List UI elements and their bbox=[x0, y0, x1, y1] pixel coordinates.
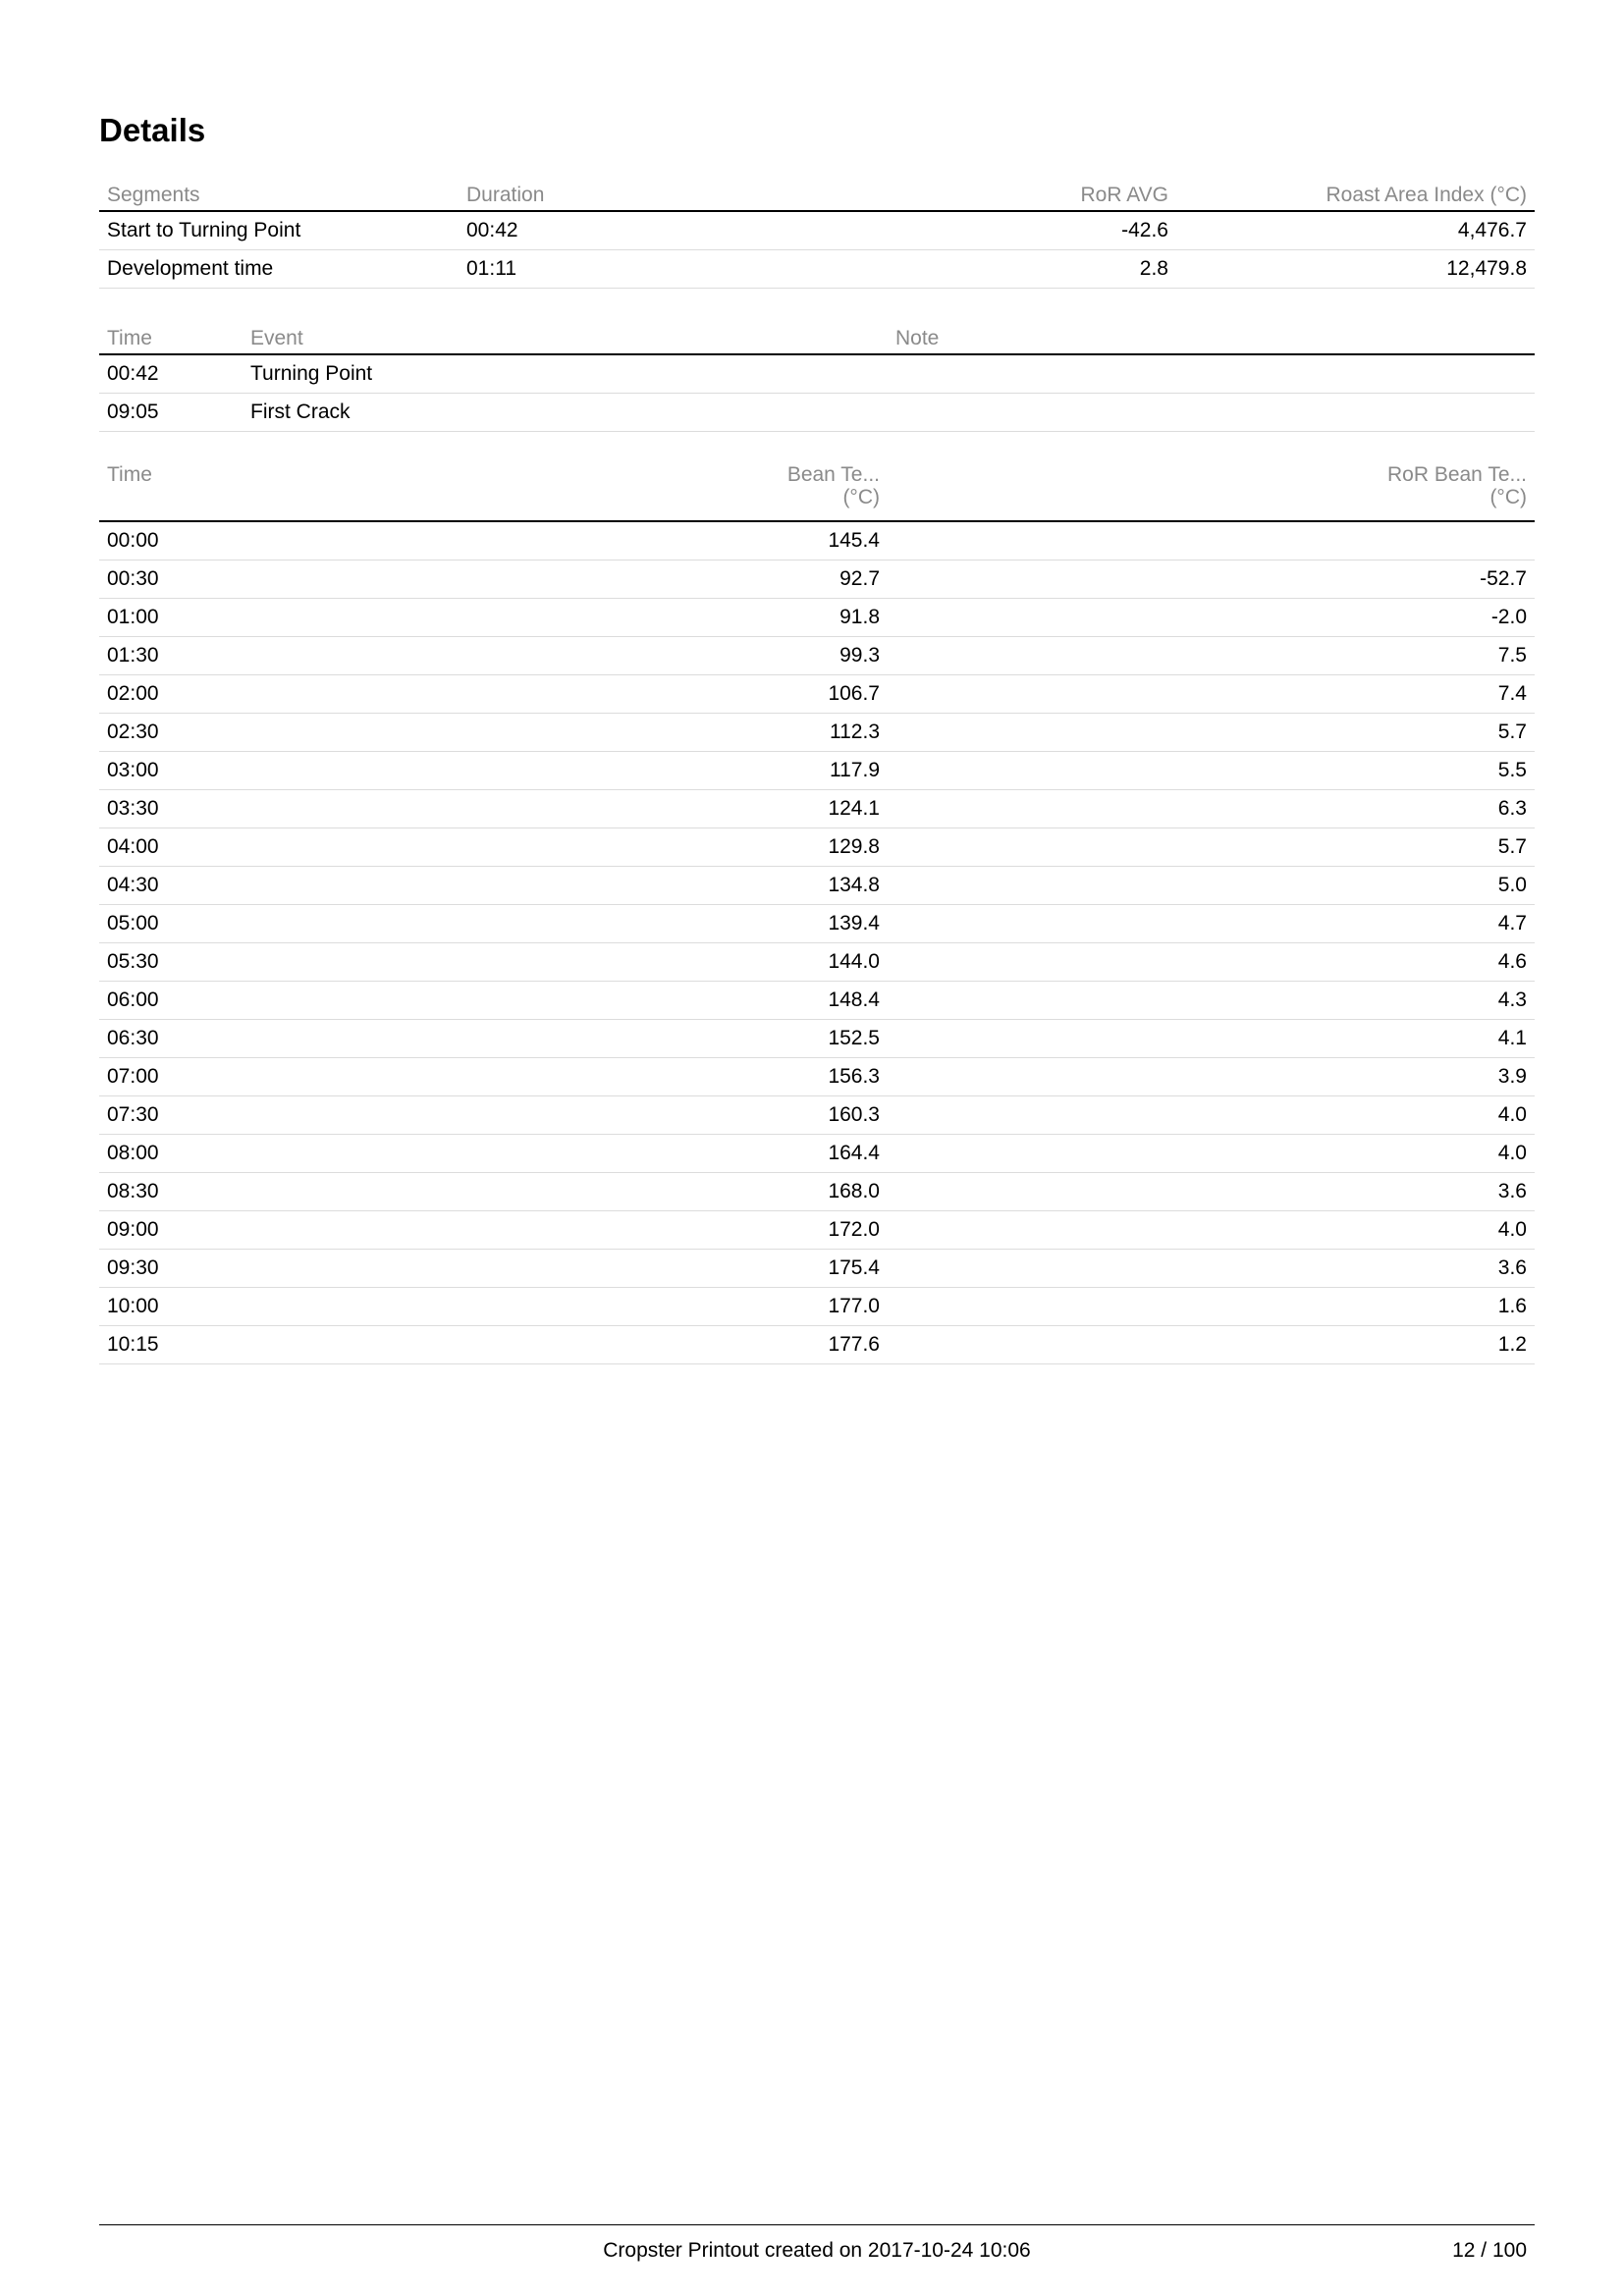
segment-row bbox=[99, 211, 1535, 250]
page-title: Details bbox=[99, 112, 206, 148]
temperature-table-body bbox=[99, 521, 1535, 1364]
temp-time: 04:00 bbox=[99, 828, 243, 867]
ror-bean-temp-header-unit: (°C) bbox=[1489, 486, 1527, 508]
ror-value: 3.6 bbox=[888, 1173, 1535, 1211]
temperature-row bbox=[99, 1058, 1535, 1096]
temperature-row bbox=[99, 943, 1535, 982]
bean-temp-value: 124.1 bbox=[243, 790, 888, 828]
temp-time: 08:00 bbox=[99, 1135, 243, 1173]
event-note bbox=[888, 394, 1535, 432]
ror-value: 4.0 bbox=[888, 1135, 1535, 1173]
event-name: Turning Point bbox=[243, 354, 888, 394]
ror-value: 4.0 bbox=[888, 1211, 1535, 1250]
temperature-row bbox=[99, 1326, 1535, 1364]
bean-temp-value: 177.6 bbox=[243, 1326, 888, 1364]
temperature-row bbox=[99, 637, 1535, 675]
ror-value bbox=[888, 521, 1535, 561]
bean-temp-value: 117.9 bbox=[243, 752, 888, 790]
bean-temp-header-unit: (°C) bbox=[842, 486, 880, 508]
ror-value: 1.6 bbox=[888, 1288, 1535, 1326]
segment-ror-avg: -42.6 bbox=[818, 211, 1176, 250]
footer-divider bbox=[99, 2224, 1535, 2225]
roast-area-index-header: Roast Area Index (°C) bbox=[1176, 179, 1535, 211]
temperature-row bbox=[99, 905, 1535, 943]
ror-value: 7.5 bbox=[888, 637, 1535, 675]
ror-value: 6.3 bbox=[888, 790, 1535, 828]
bean-temp-value: 129.8 bbox=[243, 828, 888, 867]
temp-time: 06:30 bbox=[99, 1020, 243, 1058]
temp-time: 01:30 bbox=[99, 637, 243, 675]
bean-temp-value: 112.3 bbox=[243, 714, 888, 752]
bean-temp-value: 177.0 bbox=[243, 1288, 888, 1326]
temperature-row bbox=[99, 1288, 1535, 1326]
bean-temp-value: 134.8 bbox=[243, 867, 888, 905]
ror-value: 1.2 bbox=[888, 1326, 1535, 1364]
duration-header: Duration bbox=[459, 179, 818, 211]
ror-value: 4.1 bbox=[888, 1020, 1535, 1058]
ror-value: 5.7 bbox=[888, 714, 1535, 752]
temperature-row bbox=[99, 752, 1535, 790]
ror-value: 7.4 bbox=[888, 675, 1535, 714]
segments-header: Segments bbox=[99, 179, 459, 211]
ror-value: 3.9 bbox=[888, 1058, 1535, 1096]
temp-time: 10:15 bbox=[99, 1326, 243, 1364]
bean-temp-value: 145.4 bbox=[243, 521, 888, 561]
bean-temp-header-label: Bean Te... bbox=[786, 463, 880, 486]
bean-temp-value: 106.7 bbox=[243, 675, 888, 714]
footer-created-text: Cropster Printout created on 2017-10-24 10:06 bbox=[603, 2239, 1031, 2262]
note-header: Note bbox=[888, 322, 1535, 354]
temp-time: 00:00 bbox=[99, 521, 243, 561]
temperature-row bbox=[99, 790, 1535, 828]
ror-value: 5.7 bbox=[888, 828, 1535, 867]
bean-temp-value: 164.4 bbox=[243, 1135, 888, 1173]
temp-time: 02:00 bbox=[99, 675, 243, 714]
temp-time: 02:30 bbox=[99, 714, 243, 752]
bean-temp-value: 144.0 bbox=[243, 943, 888, 982]
event-time-header: Time bbox=[99, 322, 243, 354]
temp-time: 05:00 bbox=[99, 905, 243, 943]
temp-time: 04:30 bbox=[99, 867, 243, 905]
segments-table bbox=[99, 179, 1535, 289]
temp-time: 01:00 bbox=[99, 599, 243, 637]
ror-value: -52.7 bbox=[888, 561, 1535, 599]
temp-time-header-label: Time bbox=[107, 463, 152, 486]
temp-time: 03:30 bbox=[99, 790, 243, 828]
segment-duration: 00:42 bbox=[459, 211, 818, 250]
ror-value: 4.7 bbox=[888, 905, 1535, 943]
temperature-row bbox=[99, 1211, 1535, 1250]
ror-value: 4.0 bbox=[888, 1096, 1535, 1135]
temperature-row bbox=[99, 1020, 1535, 1058]
page-number: 12 / 100 bbox=[1452, 2239, 1527, 2262]
ror-value: 3.6 bbox=[888, 1250, 1535, 1288]
temperature-row bbox=[99, 561, 1535, 599]
segment-roast-area-index: 4,476.7 bbox=[1176, 211, 1535, 250]
bean-temp-value: 99.3 bbox=[243, 637, 888, 675]
bean-temp-header bbox=[243, 459, 888, 521]
temperature-row bbox=[99, 982, 1535, 1020]
temperature-header-row bbox=[99, 459, 1535, 521]
event-header: Event bbox=[243, 322, 888, 354]
ror-bean-temp-header-label: RoR Bean Te... bbox=[1386, 463, 1527, 486]
event-time: 09:05 bbox=[99, 394, 243, 432]
ror-avg-header: RoR AVG bbox=[818, 179, 1176, 211]
bean-temp-value: 139.4 bbox=[243, 905, 888, 943]
segment-duration: 01:11 bbox=[459, 250, 818, 289]
segment-ror-avg: 2.8 bbox=[818, 250, 1176, 289]
ror-value: 4.6 bbox=[888, 943, 1535, 982]
bean-temp-value: 152.5 bbox=[243, 1020, 888, 1058]
segment-roast-area-index: 12,479.8 bbox=[1176, 250, 1535, 289]
temp-time: 10:00 bbox=[99, 1288, 243, 1326]
bean-temp-value: 91.8 bbox=[243, 599, 888, 637]
temperature-row bbox=[99, 714, 1535, 752]
temperature-row bbox=[99, 1096, 1535, 1135]
bean-temp-value: 156.3 bbox=[243, 1058, 888, 1096]
temp-time: 09:30 bbox=[99, 1250, 243, 1288]
segment-row bbox=[99, 250, 1535, 289]
bean-temp-value: 172.0 bbox=[243, 1211, 888, 1250]
event-row bbox=[99, 394, 1535, 432]
events-header-row bbox=[99, 322, 1535, 354]
temp-time: 07:00 bbox=[99, 1058, 243, 1096]
bean-temp-value: 175.4 bbox=[243, 1250, 888, 1288]
temperature-row bbox=[99, 599, 1535, 637]
segment-name: Start to Turning Point bbox=[99, 211, 459, 250]
event-row bbox=[99, 354, 1535, 394]
ror-value: 5.0 bbox=[888, 867, 1535, 905]
bean-temp-value: 160.3 bbox=[243, 1096, 888, 1135]
temperature-row bbox=[99, 521, 1535, 561]
segments-header-row bbox=[99, 179, 1535, 211]
temperature-row bbox=[99, 1250, 1535, 1288]
temp-time-header bbox=[99, 459, 243, 521]
ror-value: -2.0 bbox=[888, 599, 1535, 637]
temperature-row bbox=[99, 828, 1535, 867]
event-time: 00:42 bbox=[99, 354, 243, 394]
temp-time: 08:30 bbox=[99, 1173, 243, 1211]
temperature-row bbox=[99, 867, 1535, 905]
temp-time: 03:00 bbox=[99, 752, 243, 790]
event-name: First Crack bbox=[243, 394, 888, 432]
temp-time: 05:30 bbox=[99, 943, 243, 982]
temp-time: 07:30 bbox=[99, 1096, 243, 1135]
event-note bbox=[888, 354, 1535, 394]
segment-name: Development time bbox=[99, 250, 459, 289]
events-table bbox=[99, 322, 1535, 432]
temperature-row bbox=[99, 1173, 1535, 1211]
temperature-table bbox=[99, 459, 1535, 1364]
temp-time: 00:30 bbox=[99, 561, 243, 599]
bean-temp-value: 168.0 bbox=[243, 1173, 888, 1211]
temperature-row bbox=[99, 1135, 1535, 1173]
ror-bean-temp-header bbox=[888, 459, 1535, 521]
bean-temp-value: 92.7 bbox=[243, 561, 888, 599]
temperature-row bbox=[99, 675, 1535, 714]
ror-value: 5.5 bbox=[888, 752, 1535, 790]
ror-value: 4.3 bbox=[888, 982, 1535, 1020]
temp-time: 06:00 bbox=[99, 982, 243, 1020]
bean-temp-value: 148.4 bbox=[243, 982, 888, 1020]
temp-time: 09:00 bbox=[99, 1211, 243, 1250]
